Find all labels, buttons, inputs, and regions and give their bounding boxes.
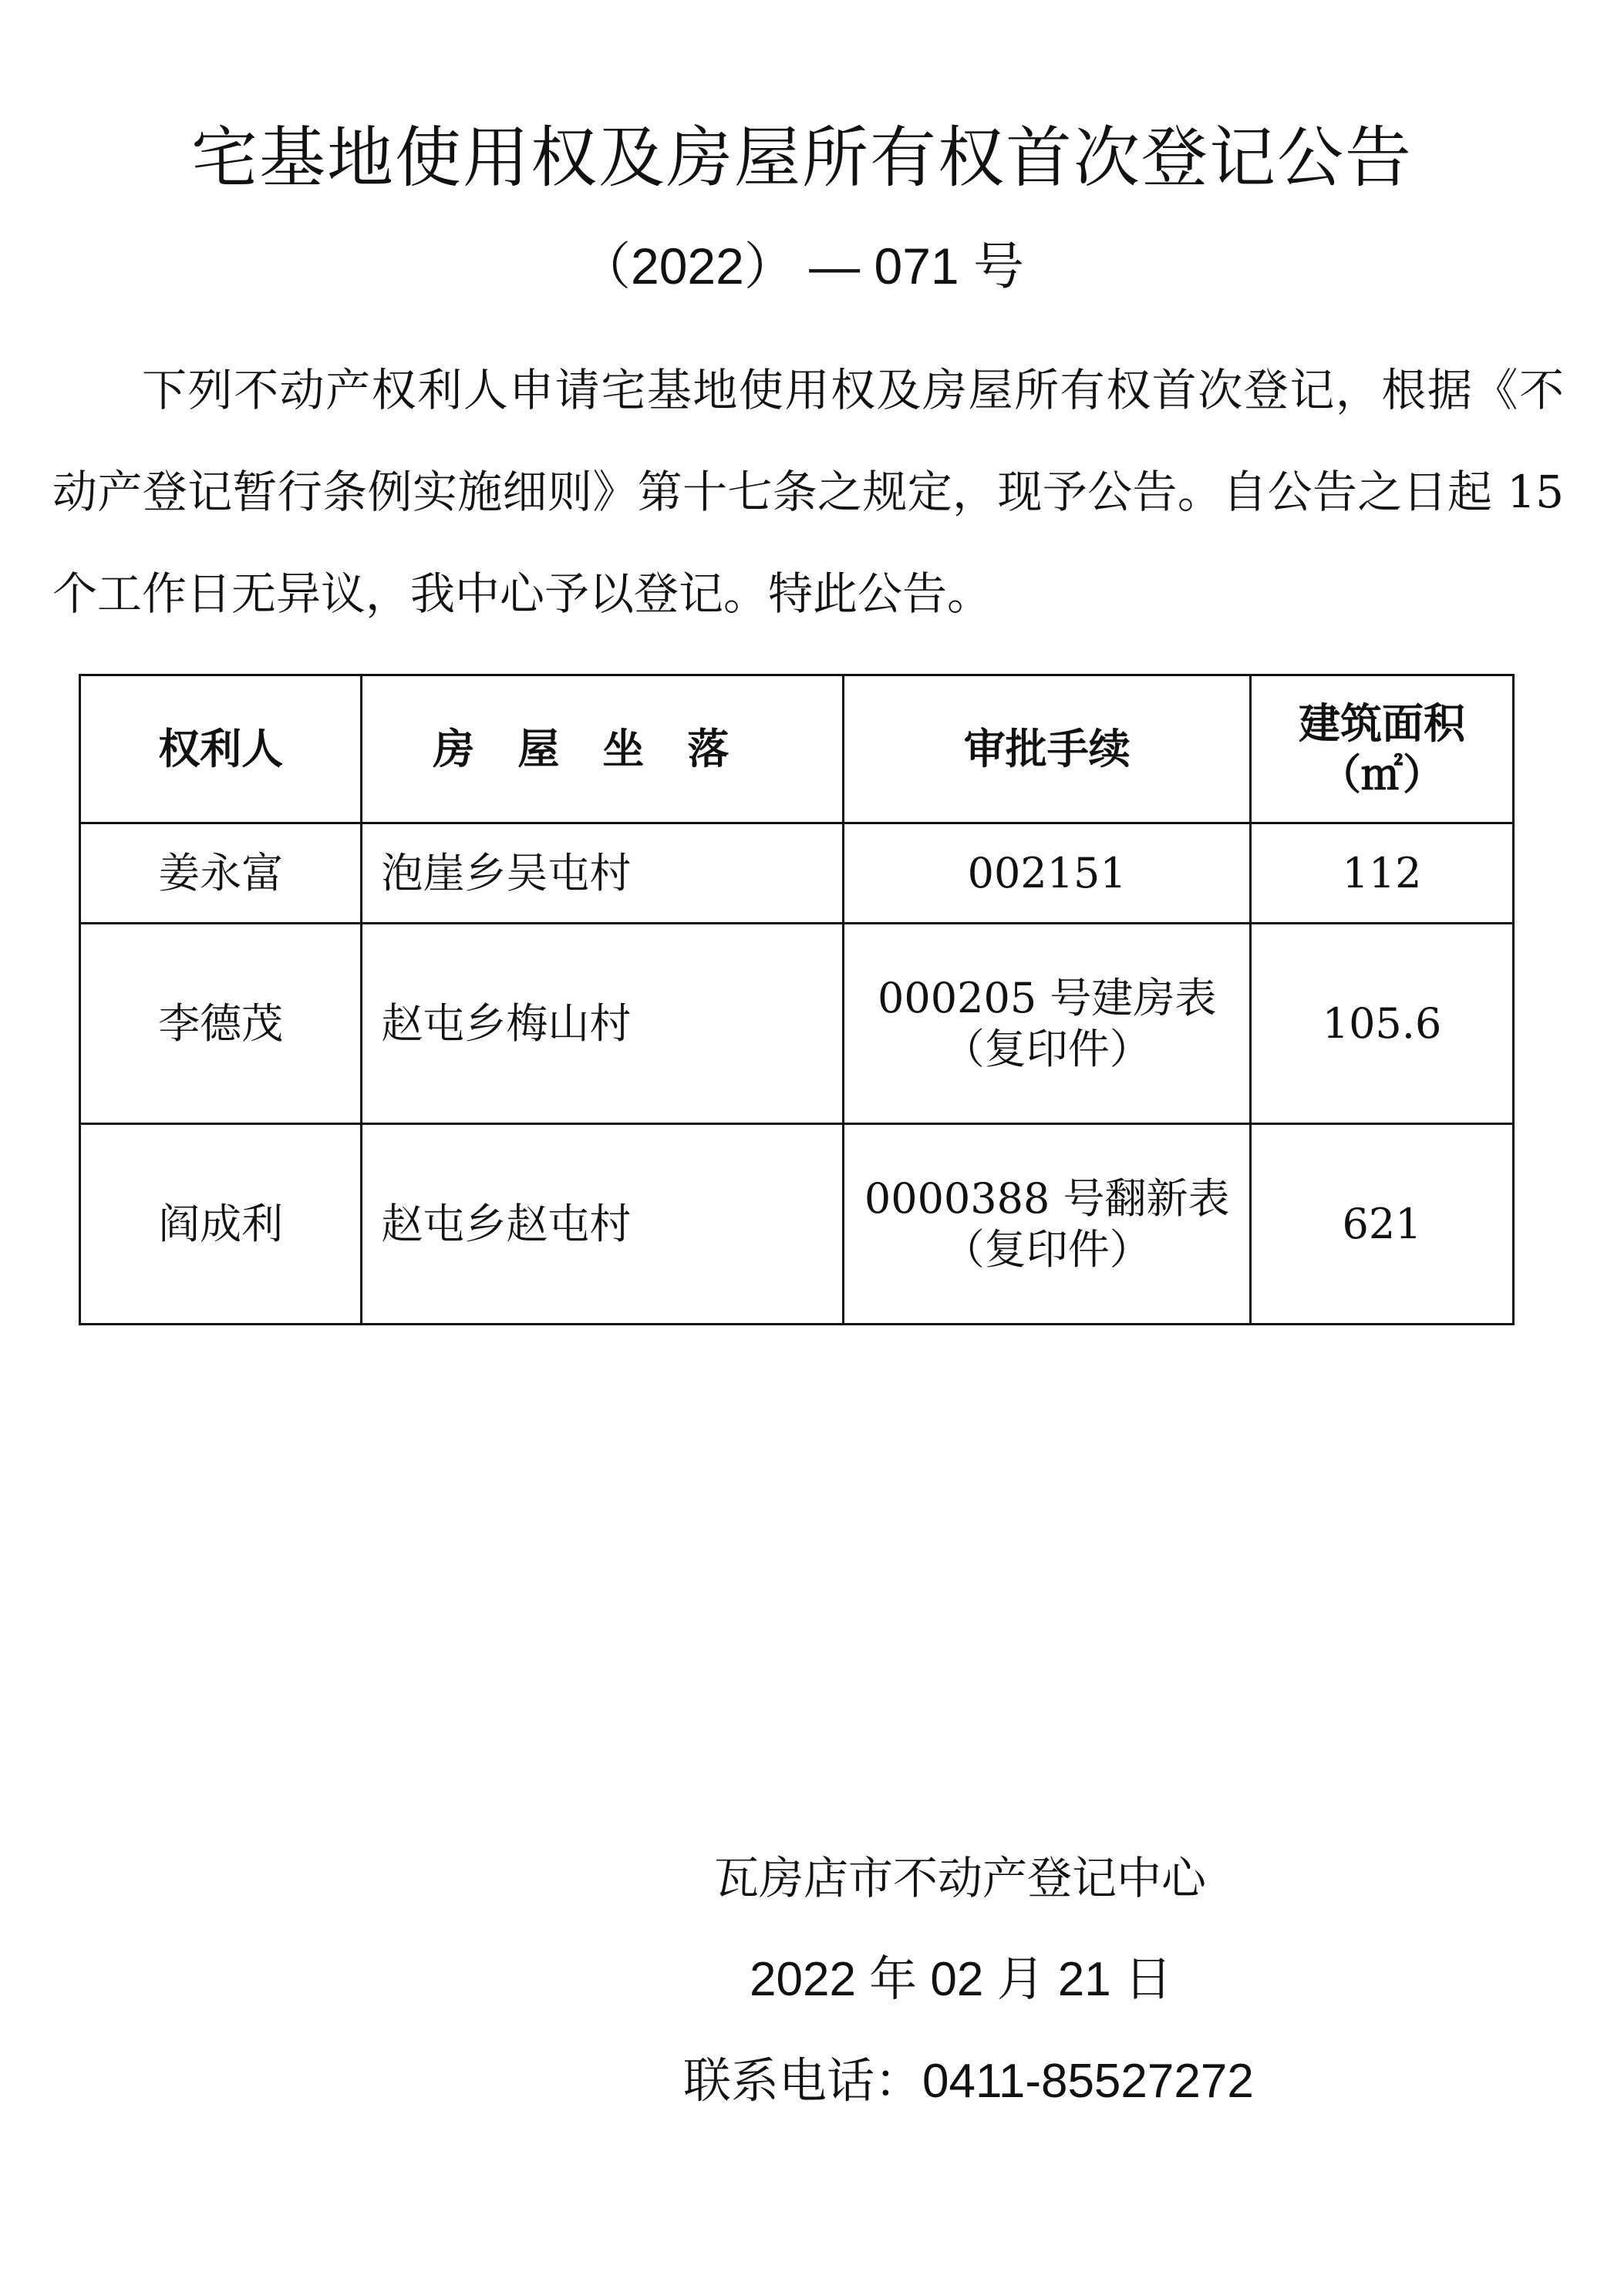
registration-table — [79, 674, 1515, 1325]
approval-cell — [844, 823, 1251, 924]
header-owner: 权利人 — [80, 675, 362, 823]
location-cell: 泡崖乡吴屯村 — [362, 823, 844, 924]
approval-note: （复印件） — [942, 1224, 1151, 1274]
header-area — [1251, 675, 1514, 823]
header-location-label: 房屋坐落 — [433, 724, 773, 773]
header-location — [362, 675, 844, 823]
location-cell: 赵屯乡梅山村 — [362, 924, 844, 1124]
issue-date: 2022 年 02 月 21 日 — [750, 1953, 1172, 2006]
approval-cell — [844, 924, 1251, 1124]
table-row — [80, 924, 1514, 1124]
announcement-paragraph: 下列不动产权利人申请宅基地使用权及房屋所有权首次登记，根据《不动产登记暂行条例实施细则》第十七条之规定，现予公告。自公告之日起 15 个工作日无异议，我中心予以登记。特此公告。 — [52, 364, 1564, 620]
location-cell: 赵屯乡赵屯村 — [362, 1124, 844, 1325]
announcement-body — [52, 339, 1564, 645]
document-title: 宅基地使用权及房屋所有权首次登记公告 — [191, 120, 1413, 197]
area-cell: 105.6 — [1251, 924, 1514, 1124]
contact-phone: 联系电话：0411-85527272 — [683, 2055, 1254, 2108]
table-header-row — [80, 675, 1514, 823]
issuer-name: 瓦房店市不动产登记中心 — [714, 1852, 1207, 1904]
approval-number: 002151 — [967, 848, 1127, 897]
owner-cell: 姜永富 — [80, 823, 362, 924]
table-row — [80, 1124, 1514, 1325]
owner-cell: 李德茂 — [80, 924, 362, 1124]
area-cell: 112 — [1251, 823, 1514, 924]
area-cell: 621 — [1251, 1124, 1514, 1325]
header-area-unit: （㎡） — [1319, 749, 1445, 799]
approval-note: （复印件） — [942, 1024, 1151, 1073]
document-number: （2022） — 071 号 — [580, 237, 1024, 295]
header-approval: 审批手续 — [844, 675, 1251, 823]
owner-cell: 阎成利 — [80, 1124, 362, 1325]
approval-number: 000205 号建房表 — [878, 973, 1217, 1022]
header-area-label: 建筑面积 — [1299, 699, 1466, 748]
approval-cell — [844, 1124, 1251, 1325]
approval-number: 0000388 号翻新表 — [864, 1173, 1230, 1223]
table-row — [80, 823, 1514, 924]
